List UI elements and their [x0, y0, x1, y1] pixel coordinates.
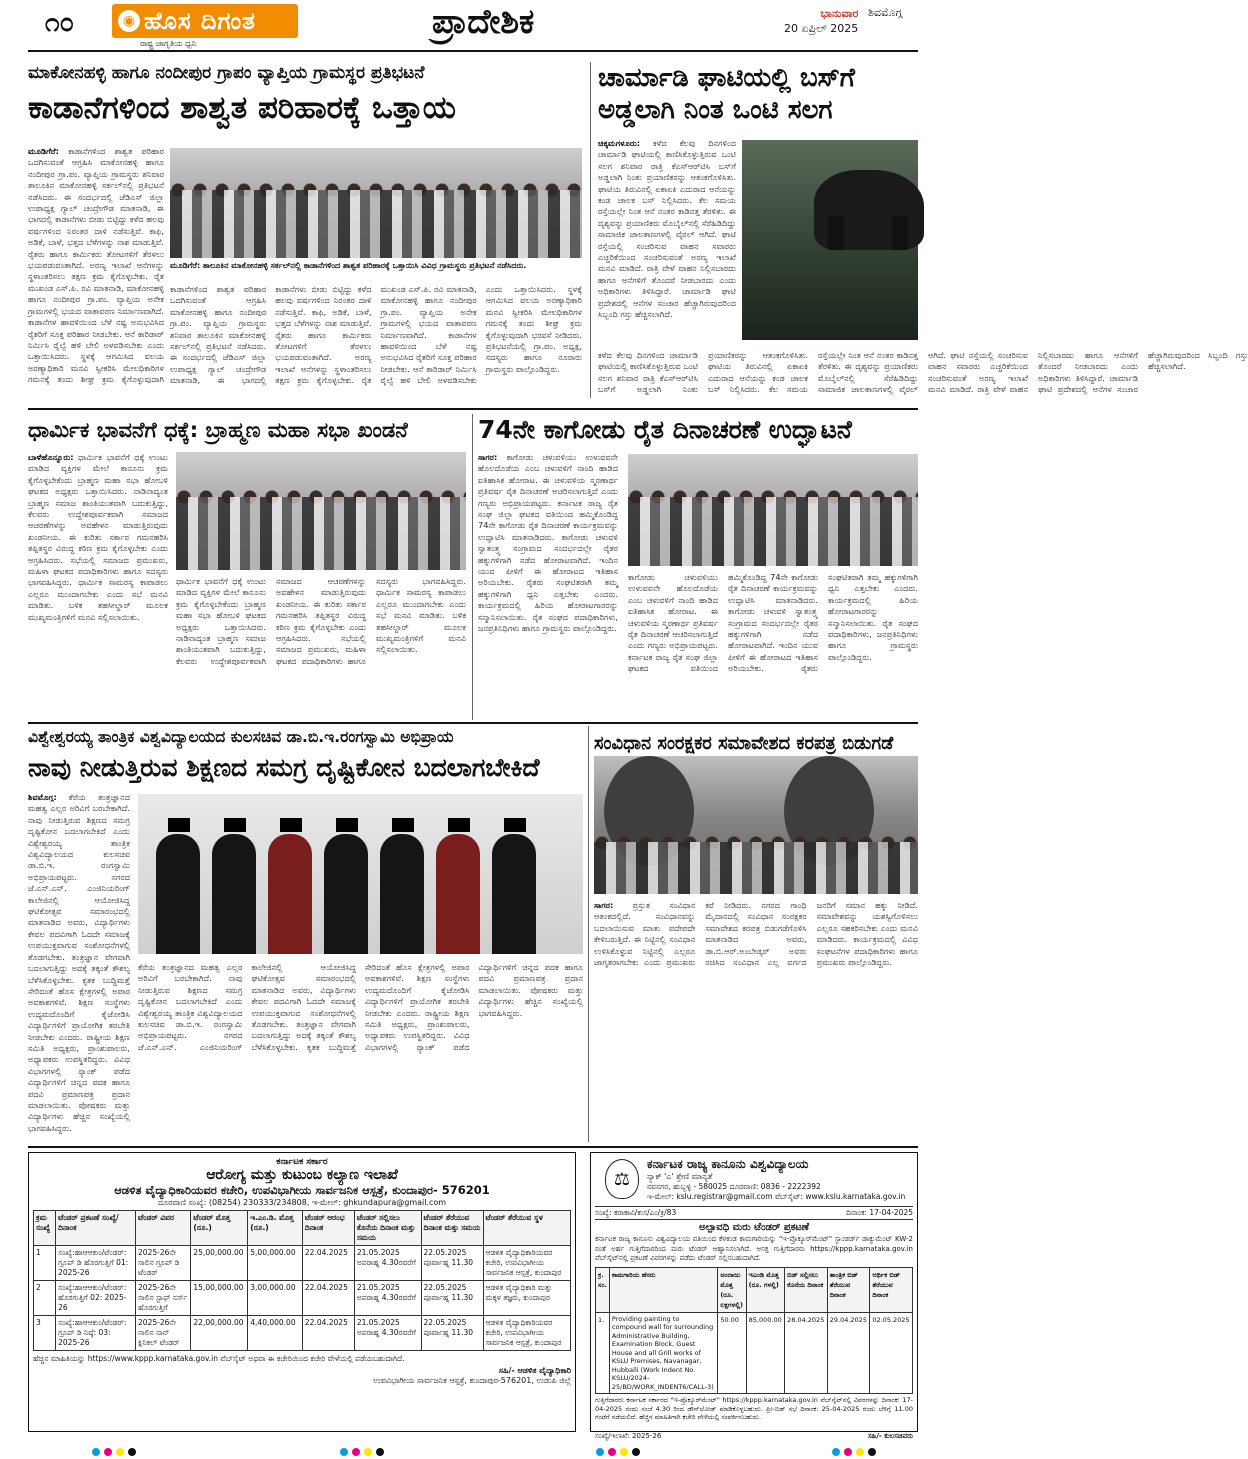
- article-lone-tusker: [598, 62, 920, 126]
- article-body-text: ಕೆರೆಯ ತಂತ್ರಜ್ಞಾನದ ಮಹತ್ವ ಎಲ್ಲರ ಅರಿವಿಗೆ ಬರಬೇಕಾಗಿದೆ. ನಾವು ನೀಡುತ್ತಿರುವ ಶಿಕ್ಷಣದ ಸಮಗ್ರ ದೃಷ್ಟಿಕೋನ ಬದಲಾಗಬೇಕಿದೆ ಎಂದು ವಿಶ್ವೇಶ್ವರಯ್ಯ ತಾಂತ್ರಿಕ ವಿಶ್ವವಿದ್ಯಾಲಯದ ಕುಲಸಚಿವ ಡಾ.ಬಿ.ಇ. ರಂಗಸ್ವಾಮಿ ಅಭಿಪ್ರಾಯಪಟ್ಟರು. ನಗರದ ಜೆ.ಎನ್.ಎನ್. ಎಂಜಿನಿಯರಿಂಗ್ ಕಾಲೇಜಿನಲ್ಲಿ ಆಯೋಜಿಸಿದ್ದ ಘಟಿಕೋತ್ಸವ ಸಮಾರಂಭದಲ್ಲಿ ಮಾತನಾಡಿದ ಅವರು, ವಿದ್ಯಾರ್ಥಿಗಳು ಕೇವಲ ಪದವಿಗಾಗಿ ಓದದೇ ಸಮಾಜಕ್ಕೆ ಉಪಯುಕ್ತವಾಗುವ ಸಂಶೋಧನೆಗಳಲ್ಲಿ ತೊಡಗಬೇಕು. ತಂತ್ರಜ್ಞಾನ ವೇಗವಾಗಿ ಬದಲಾಗುತ್ತಿದ್ದು ಅದಕ್ಕೆ ತಕ್ಕಂತೆ ಕೌಶಲ್ಯ ಬೆಳೆಸಿಕೊಳ್ಳಬೇಕು. ಕೃತಕ ಬುದ್ಧಿಮತ್ತೆ ಸೇರಿದಂತೆ ಹೊಸ ಕ್ಷೇತ್ರಗಳಲ್ಲಿ ಅಪಾರ ಅವಕಾಶಗಳಿವೆ. ಶಿಕ್ಷಣ ಸಂಸ್ಥೆಗಳು ಉದ್ಯಮದೊಂದಿಗೆ ಕೈಜೋಡಿಸಿ ವಿದ್ಯಾರ್ಥಿಗಳಿಗೆ ಪ್ರಾಯೋಗಿಕ ತರಬೇತಿ ನೀಡಬೇಕು ಎಂದರು. ರಾಷ್ಟ್ರೀಯ ಶಿಕ್ಷಣ ಸಮಿತಿ ಅಧ್ಯಕ್ಷರು, ಪ್ರಾಂಶುಪಾಲರು, ಅಧ್ಯಾಪಕರು ಉಪಸ್ಥಿತರಿದ್ದರು. ವಿವಿಧ ವಿಭಾಗಗಳಲ್ಲಿ ರ‍್ಯಾಂಕ್ ಪಡೆದ ವಿದ್ಯಾರ್ಥಿಗಳಿಗೆ ಚಿನ್ನದ ಪದಕ ಹಾಗೂ ಪದವಿ ಪ್ರಮಾಣಪತ್ರ ಪ್ರದಾನ ಮಾಡಲಾಯಿತು. ಪೋಷಕರು ಮತ್ತು ವಿದ್ಯಾರ್ಥಿಗಳು ಹೆಚ್ಚಿನ ಸಂಖ್ಯೆಯಲ್ಲಿ ಭಾಗವಹಿಸಿದ್ದರು.: [28, 792, 130, 1133]
- article-body-text: ಕಳೆದ ಕೆಲವು ದಿನಗಳಿಂದ ಚಾರ್ಮಾಡಿ ಘಾಟಿಯಲ್ಲಿ ಕಾಣಿಸಿಕೊಳ್ಳುತ್ತಿರುವ ಒಂಟಿ ಸಲಗ ಶನಿವಾರ ರಾತ್ರಿ ಕೆಎಸ್‌ಆರ್‌ಟಿಸಿ ಬಸ್‌ಗೆ ಅಡ್ಡಲಾಗಿ ನಿಂತು ಪ್ರಯಾಣಿಕರನ್ನು ಆತಂಕಗೊಳಿಸಿತು. ಘಾಟಿಯ ತಿರುವಿನಲ್ಲಿ ಏಕಾಏಕಿ ಎದುರಾದ ಆನೆಯನ್ನು ಕಂಡ ಚಾಲಕ ಬಸ್ ನಿಲ್ಲಿಸಿದರು. ಕೆಲ ಸಮಯ ರಸ್ತೆಯಲ್ಲೇ ನಿಂತ ಆನೆ ನಂತರ ಕಾಡಿನತ್ತ ತೆರಳಿತು. ಈ ದೃಶ್ಯವನ್ನು ಪ್ರಯಾಣಿಕರು ಮೊಬೈಲ್‌ನಲ್ಲಿ ಸೆರೆಹಿಡಿದಿದ್ದು ಸಾಮಾಜಿಕ ಜಾಲತಾಣಗಳಲ್ಲಿ ವೈರಲ್ ಆಗಿದೆ. ಘಾಟಿ ರಸ್ತೆಯಲ್ಲಿ ಸಂಚರಿಸುವ ವಾಹನ ಸವಾರರು ಎಚ್ಚರಿಕೆಯಿಂದ ಸಂಚರಿಸುವಂತೆ ಅರಣ್ಯ ಇಲಾಖೆ ಮನವಿ ಮಾಡಿದೆ. ರಾತ್ರಿ ವೇಳೆ ವಾಹನ ನಿಲ್ಲಿಸಬಾರದು ಹಾಗೂ ಆನೆಗಳಿಗೆ ತೊಂದರೆ ನೀಡಬಾರದು ಎಂದು ಅಧಿಕಾರಿಗಳು ತಿಳಿಸಿದ್ದಾರೆ. ಚಾರ್ಮಾಡಿ ಘಾಟಿ ಪ್ರದೇಶದಲ್ಲಿ ಆನೆಗಳ ಸಂಚಾರ ಹೆಚ್ಚಾಗಿರುವುದರಿಂದ ಸಿಬ್ಬಂದಿ ಗಸ್ತು ಹೆಚ್ಚಿಸಲಾಗಿದೆ.: [598, 350, 1248, 395]
- table-cell: 21.05.2025 ಅಪರಾಹ್ನ 4.30ರವರೆಗೆ: [354, 1281, 421, 1316]
- yellow-dot-icon: [116, 1448, 124, 1456]
- ad-ref-date: ದಿನಾಂಕ: 17-04-2025: [846, 1208, 913, 1217]
- table-cell: 28.04.2025: [785, 1312, 828, 1394]
- table-header: ಇ.ಎಂ.ಡಿ. ಮೊತ್ತ (ರೂ.): [248, 1211, 303, 1246]
- ad-office: ಆಡಳಿತ ವೈದ್ಯಾಧಿಕಾರಿಯವರ ಕಚೇರಿ, ಉಪವಿಭಾಗೀಯ ಸಾರ್ವಜನಿಕ ಆಸ್ಪತ್ರೆ, ಕುಂದಾಪುರ- 576201: [114, 1183, 490, 1197]
- table-header: ಟೆಂಡರ್ ಆರಂಭ ದಿನಾಂಕ: [302, 1211, 354, 1246]
- article-kagodu: [478, 414, 918, 446]
- table-cell: 5,00,000.00: [248, 1246, 303, 1281]
- registration-dots: [596, 1448, 640, 1456]
- ad-health-tender: [28, 1152, 576, 1432]
- table-cell: 22.05.2025 ಪೂರ್ವಾಹ್ನ 11.30: [421, 1246, 483, 1281]
- magenta-dot-icon: [104, 1448, 112, 1456]
- article-dateline: ಸಾಗರ:: [594, 900, 614, 910]
- table-header-row: [34, 1211, 571, 1246]
- ad-contact: ದೂರವಾಣಿ ಸಂಖ್ಯೆ: (08254) 230333/234808, ಇ-ಮೇಲ್: ghkundapura@gmail.com: [157, 1198, 447, 1207]
- masthead: [0, 0, 945, 52]
- university-emblem-icon: ⚖: [605, 1159, 639, 1199]
- newspaper-logo: [112, 4, 298, 38]
- cyan-dot-icon: [92, 1448, 100, 1456]
- section-rule: [28, 1146, 918, 1148]
- logo-text: ಹೊಸ ದಿಗಂತ: [144, 7, 256, 35]
- registration-dots: [92, 1448, 136, 1456]
- table-cell: ಸಂಖ್ಯೆ:ಹಾಆಆಕುಂ/ಟೆಂಡರ್: ಗ್ರೂಪ್ ಡಿ ಹೊರಗುತ್ತಿಗೆ 01: 2025-26: [56, 1246, 136, 1281]
- article-body-text: ಕಳೆದ ಕೆಲವು ದಿನಗಳಿಂದ ಚಾರ್ಮಾಡಿ ಘಾಟಿಯಲ್ಲಿ ಕಾಣಿಸಿಕೊಳ್ಳುತ್ತಿರುವ ಒಂಟಿ ಸಲಗ ಶನಿವಾರ ರಾತ್ರಿ ಕೆಎಸ್‌ಆರ್‌ಟಿಸಿ ಬಸ್‌ಗೆ ಅಡ್ಡಲಾಗಿ ನಿಂತು ಪ್ರಯಾಣಿಕರನ್ನು ಆತಂಕಗೊಳಿಸಿತು. ಘಾಟಿಯ ತಿರುವಿನಲ್ಲಿ ಏಕಾಏಕಿ ಎದುರಾದ ಆನೆಯನ್ನು ಕಂಡ ಚಾಲಕ ಬಸ್ ನಿಲ್ಲಿಸಿದರು. ಕೆಲ ಸಮಯ ರಸ್ತೆಯಲ್ಲೇ ನಿಂತ ಆನೆ ನಂತರ ಕಾಡಿನತ್ತ ತೆರಳಿತು. ಈ ದೃಶ್ಯವನ್ನು ಪ್ರಯಾಣಿಕರು ಮೊಬೈಲ್‌ನಲ್ಲಿ ಸೆರೆಹಿಡಿದಿದ್ದು ಸಾಮಾಜಿಕ ಜಾಲತಾಣಗಳಲ್ಲಿ ವೈರಲ್ ಆಗಿದೆ. ಘಾಟಿ ರಸ್ತೆಯಲ್ಲಿ ಸಂಚರಿಸುವ ವಾಹನ ಸವಾರರು ಎಚ್ಚರಿಕೆಯಿಂದ ಸಂಚರಿಸುವಂತೆ ಅರಣ್ಯ ಇಲಾಖೆ ಮನವಿ ಮಾಡಿದೆ. ರಾತ್ರಿ ವೇಳೆ ವಾಹನ ನಿಲ್ಲಿಸಬಾರದು ಹಾಗೂ ಆನೆಗಳಿಗೆ ತೊಂದರೆ ನೀಡಬಾರದು ಎಂದು ಅಧಿಕಾರಿಗಳು ತಿಳಿಸಿದ್ದಾರೆ. ಚಾರ್ಮಾಡಿ ಘಾಟಿ ಪ್ರದೇಶದಲ್ಲಿ ಆನೆಗಳ ಸಂಚಾರ ಹೆಚ್ಚಾಗಿರುವುದರಿಂದ ಸಿಬ್ಬಂದಿ ಗಸ್ತು ಹೆಚ್ಚಿಸಲಾಗಿದೆ.: [598, 138, 736, 320]
- table-cell: 3: [34, 1316, 56, 1351]
- article-body-text: ಧಾರ್ಮಿಕ ಭಾವನೆಗೆ ಧಕ್ಕೆ ಉಂಟು ಮಾಡಿದ ವ್ಯಕ್ತಿಗಳ ಮೇಲೆ ಕಾನೂನು ಕ್ರಮ ಕೈಗೊಳ್ಳಬೇಕೆಂದು ಬ್ರಾಹ್ಮಣ ಮಹಾ ಸಭಾ ಹೋಬಳಿ ಘಟಕದ ಅಧ್ಯಕ್ಷರು ಒತ್ತಾಯಿಸಿದರು. ನಾಡಿನಾದ್ಯಂತ ಬ್ರಾಹ್ಮಣ ಸಮಾಜ ಶಾಂತಿಯುತವಾಗಿ ಬದುಕುತ್ತಿದ್ದು, ಕೆಲವರು ಉದ್ದೇಶಪೂರ್ವಕವಾಗಿ ಸಮಾಜದ ಆಚರಣೆಗಳನ್ನು ಅವಹೇಳನ ಮಾಡುತ್ತಿರುವುದು ಖಂಡನೀಯ. ಈ ಕುರಿತು ಸರ್ಕಾರ ಗಮನಹರಿಸಿ ತಪ್ಪಿತಸ್ಥರ ವಿರುದ್ಧ ಕಠಿಣ ಕ್ರಮ ಕೈಗೊಳ್ಳಬೇಕು ಎಂದು ಆಗ್ರಹಿಸಿದರು. ಸಭೆಯಲ್ಲಿ ಸಮಾಜದ ಪ್ರಮುಖರು, ಮಹಿಳಾ ಘಟಕದ ಪದಾಧಿಕಾರಿಗಳು ಹಾಗೂ ಸದಸ್ಯರು ಭಾಗವಹಿಸಿದ್ದರು. ಧಾರ್ಮಿಕ ಸಾಮರಸ್ಯ ಕಾಪಾಡಲು ಎಲ್ಲರೂ ಮುಂದಾಗಬೇಕು ಎಂದು ಸಭೆ ಮನವಿ ಮಾಡಿತು. ಬಳಿಕ ತಹಸೀಲ್ದಾರ್ ಮೂಲಕ ಮುಖ್ಯಮಂತ್ರಿಗಳಿಗೆ ಮನವಿ ಸಲ್ಲಿಸಲಾಯಿತು.: [176, 576, 466, 666]
- article-body-continued: [628, 572, 918, 718]
- table-header: ಬಿಡ್ ಸಲ್ಲಿಸಲು ಕೊನೆಯ ದಿನಾಂಕ: [785, 1267, 828, 1312]
- table-cell: 2025-26ನೇ ಸಾಲಿನ ಗ್ರೂಪ್ ಡಿ ಟೆಂಡರ್: [136, 1246, 191, 1281]
- article-headline-line1: ಚಾರ್ಮಾಡಿ ಘಾಟಿಯಲ್ಲಿ ಬಸ್‌ಗೆ: [598, 63, 855, 93]
- table-header: ಕಾಮಗಾರಿಯ ಹೆಸರು: [609, 1267, 717, 1312]
- article-body-text: ಕೆರೆಯ ತಂತ್ರಜ್ಞಾನದ ಮಹತ್ವ ಎಲ್ಲರ ಅರಿವಿಗೆ ಬರಬೇಕಾಗಿದೆ. ನಾವು ನೀಡುತ್ತಿರುವ ಶಿಕ್ಷಣದ ಸಮಗ್ರ ದೃಷ್ಟಿಕೋನ ಬದಲಾಗಬೇಕಿದೆ ಎಂದು ವಿಶ್ವೇಶ್ವರಯ್ಯ ತಾಂತ್ರಿಕ ವಿಶ್ವವಿದ್ಯಾಲಯದ ಕುಲಸಚಿವ ಡಾ.ಬಿ.ಇ. ರಂಗಸ್ವಾಮಿ ಅಭಿಪ್ರಾಯಪಟ್ಟರು. ನಗರದ ಜೆ.ಎನ್.ಎನ್. ಎಂಜಿನಿಯರಿಂಗ್ ಕಾಲೇಜಿನಲ್ಲಿ ಆಯೋಜಿಸಿದ್ದ ಘಟಿಕೋತ್ಸವ ಸಮಾರಂಭದಲ್ಲಿ ಮಾತನಾಡಿದ ಅವರು, ವಿದ್ಯಾರ್ಥಿಗಳು ಕೇವಲ ಪದವಿಗಾಗಿ ಓದದೇ ಸಮಾಜಕ್ಕೆ ಉಪಯುಕ್ತವಾಗುವ ಸಂಶೋಧನೆಗಳಲ್ಲಿ ತೊಡಗಬೇಕು. ತಂತ್ರಜ್ಞಾನ ವೇಗವಾಗಿ ಬದಲಾಗುತ್ತಿದ್ದು ಅದಕ್ಕೆ ತಕ್ಕಂತೆ ಕೌಶಲ್ಯ ಬೆಳೆಸಿಕೊಳ್ಳಬೇಕು. ಕೃತಕ ಬುದ್ಧಿಮತ್ತೆ ಸೇರಿದಂತೆ ಹೊಸ ಕ್ಷೇತ್ರಗಳಲ್ಲಿ ಅಪಾರ ಅವಕಾಶಗಳಿವೆ. ಶಿಕ್ಷಣ ಸಂಸ್ಥೆಗಳು ಉದ್ಯಮದೊಂದಿಗೆ ಕೈಜೋಡಿಸಿ ವಿದ್ಯಾರ್ಥಿಗಳಿಗೆ ಪ್ರಾಯೋಗಿಕ ತರಬೇತಿ ನೀಡಬೇಕು ಎಂದರು. ರಾಷ್ಟ್ರೀಯ ಶಿಕ್ಷಣ ಸಮಿತಿ ಅಧ್ಯಕ್ಷರು, ಪ್ರಾಂಶುಪಾಲರು, ಅಧ್ಯಾಪಕರು ಉಪಸ್ಥಿತರಿದ್ದರು. ವಿವಿಧ ವಿಭಾಗಗಳಲ್ಲಿ ರ‍್ಯಾಂಕ್ ಪಡೆದ ವಿದ್ಯಾರ್ಥಿಗಳಿಗೆ ಚಿನ್ನದ ಪದಕ ಹಾಗೂ ಪದವಿ ಪ್ರಮಾಣಪತ್ರ ಪ್ರದಾನ ಮಾಡಲಾಯಿತು. ಪೋಷಕರು ಮತ್ತು ವಿದ್ಯಾರ್ಥಿಗಳು ಹೆಚ್ಚಿನ ಸಂಖ್ಯೆಯಲ್ಲಿ ಭಾಗವಹಿಸಿದ್ದರು.: [138, 962, 583, 1052]
- article-brahmana: [28, 414, 468, 446]
- article-body-text: ಪ್ರಸ್ತುತ ಸಂವಿಧಾನ ಆತಂಕದಲ್ಲಿದೆ. ಸಂವಿಧಾನವನ್ನು ಬದಲಾಯಿಸುವ ಮಾತು ಪದೇಪದೇ ಕೇಳಿಬರುತ್ತಿದೆ. ಈ ನಿಟ್ಟಿನಲ್ಲಿ ಸಂವಿಧಾನ ಉಳಿಸಿಕೊಳ್ಳುವ ನಿಟ್ಟಿನಲ್ಲಿ ಎಲ್ಲರೂ ಜಾಗೃತರಾಗಬೇಕು ಎಂದು ಪ್ರಮುಖರು ಕರೆ ನೀಡಿದರು. ನಗರದ ಗಾಂಧಿ ಮೈದಾನದಲ್ಲಿ ಸಂವಿಧಾನ ಸಂರಕ್ಷಕರ ಸಮಾವೇಶದ ಕರಪತ್ರ ಬಿಡುಗಡೆಗೊಳಿಸಿ ಮಾತನಾಡಿದ ಅವರು, ಡಾ.ಬಿ.ಆರ್.ಅಂಬೇಡ್ಕರ್ ಅವರು ರಚಿಸಿದ ಸಂವಿಧಾನ ಎಲ್ಲ ವರ್ಗದ ಜನರಿಗೆ ಸಮಾನ ಹಕ್ಕು ನೀಡಿದೆ. ಸಮಾವೇಶವನ್ನು ಯಶಸ್ವಿಗೊಳಿಸಲು ಎಲ್ಲರೂ ಸಹಕರಿಸಬೇಕು ಎಂದು ಮನವಿ ಮಾಡಿದರು. ಕಾರ್ಯಕ್ರಮದಲ್ಲಿ ವಿವಿಧ ಸಂಘಟನೆಗಳ ಪದಾಧಿಕಾರಿಗಳು ಹಾಗೂ ಪ್ರಮುಖರು ಪಾಲ್ಗೊಂಡಿದ್ದರು.: [594, 900, 918, 968]
- table-cell: 2025-26ನೇ ಸಾಲಿನ ನಾನ್ ಕ್ಲಿನಿಕಲ್ ಟೆಂಡರ್: [136, 1316, 191, 1351]
- logo-emblem-icon: ◉: [118, 10, 140, 32]
- ad-signature: ಸಹಿ/- ಆಡಳಿತ ವೈದ್ಯಾಧಿಕಾರಿ: [498, 1366, 571, 1375]
- table-header: ಕ್ರ. ಸಂ.: [596, 1267, 610, 1312]
- ad-gov-line: ಕರ್ನಾಟಕ ಸರ್ಕಾರ: [276, 1157, 328, 1167]
- table-cell: 22,00,000.00: [191, 1316, 248, 1351]
- article-headline: ಧಾರ್ಮಿಕ ಭಾವನೆಗೆ ಧಕ್ಕೆ: ಬ್ರಾಹ್ಮಣ ಮಹಾ ಸಭಾ ಖಂಡನೆ: [28, 418, 408, 442]
- table-header: ಟೆಂಡರ್ ಸಲ್ಲಿಸಲು ಕೊನೆಯ ದಿನಾಂಕ ಮತ್ತು ಸಮಯ: [354, 1211, 421, 1246]
- article-body-text: ಧಾರ್ಮಿಕ ಭಾವನೆಗೆ ಧಕ್ಕೆ ಉಂಟು ಮಾಡಿದ ವ್ಯಕ್ತಿಗಳ ಮೇಲೆ ಕಾನೂನು ಕ್ರಮ ಕೈಗೊಳ್ಳಬೇಕೆಂದು ಬ್ರಾಹ್ಮಣ ಮಹಾ ಸಭಾ ಹೋಬಳಿ ಘಟಕದ ಅಧ್ಯಕ್ಷರು ಒತ್ತಾಯಿಸಿದರು. ನಾಡಿನಾದ್ಯಂತ ಬ್ರಾಹ್ಮಣ ಸಮಾಜ ಶಾಂತಿಯುತವಾಗಿ ಬದುಕುತ್ತಿದ್ದು, ಕೆಲವರು ಉದ್ದೇಶಪೂರ್ವಕವಾಗಿ ಸಮಾಜದ ಆಚರಣೆಗಳನ್ನು ಅವಹೇಳನ ಮಾಡುತ್ತಿರುವುದು ಖಂಡನೀಯ. ಈ ಕುರಿತು ಸರ್ಕಾರ ಗಮನಹರಿಸಿ ತಪ್ಪಿತಸ್ಥರ ವಿರುದ್ಧ ಕಠಿಣ ಕ್ರಮ ಕೈಗೊಳ್ಳಬೇಕು ಎಂದು ಆಗ್ರಹಿಸಿದರು. ಸಭೆಯಲ್ಲಿ ಸಮಾಜದ ಪ್ರಮುಖರು, ಮಹಿಳಾ ಘಟಕದ ಪದಾಧಿಕಾರಿಗಳು ಹಾಗೂ ಸದಸ್ಯರು ಭಾಗವಹಿಸಿದ್ದರು. ಧಾರ್ಮಿಕ ಸಾಮರಸ್ಯ ಕಾಪಾಡಲು ಎಲ್ಲರೂ ಮುಂದಾಗಬೇಕು ಎಂದು ಸಭೆ ಮನವಿ ಮಾಡಿತು. ಬಳಿಕ ತಹಸೀಲ್ದಾರ್ ಮೂಲಕ ಮುಖ್ಯಮಂತ್ರಿಗಳಿಗೆ ಮನವಿ ಸಲ್ಲಿಸಲಾಯಿತು.: [28, 452, 168, 622]
- ad-notice-title: ಅಲ್ಪಾವಧಿ ಮರು ಟೆಂಡರ್ ಪ್ರಕಟಣೆ: [698, 1222, 810, 1233]
- ad-university-address: ನವನಗರ, ಹುಬ್ಬಳ್ಳಿ - 580025 ದೂರವಾಣಿ: 0836 - 2222392: [647, 1182, 821, 1191]
- table-header: ಅಂದಾಜು ಮೊತ್ತ (ರೂ. ಲಕ್ಷಗಳಲ್ಲಿ): [718, 1267, 746, 1312]
- page-number: ೧೦: [45, 8, 75, 38]
- article-body-continued: [170, 284, 582, 396]
- article-dateline: ಚಿಕ್ಕಮಗಳೂರು:: [598, 138, 641, 148]
- table-cell: ಆಡಳಿತ ವೈದ್ಯಾಧಿಕಾರಿ ಮತ್ತು ಮಕ್ಕಳ ತಜ್ಞರು, ಕುಂದಾಪುರ: [483, 1281, 570, 1316]
- photo-caption: ಮೂಡಿಗೆರೆ: ತಾಲೂಕಿನ ಮಾಕೋನಹಳ್ಳಿ ಸರ್ಕಲ್‌ನಲ್ಲಿ ಕಾಡಾನೆಗಳಿಂದ ಶಾಶ್ವತ ಪರಿಹಾರಕ್ಕೆ ಒತ್ತಾಯಿಸಿ ವಿವಿಧ ಗ್ರಾಮಸ್ಥರು ಪ್ರತಿಭಟನೆ ನಡೆಸಿದರು.: [170, 261, 527, 270]
- kslu-tender-table: [595, 1267, 913, 1395]
- table-cell: Providing painting to compound wall for surrounding Administrative Building, Examination Block, Guest House and all Grill works of KSLU Premises, Navanagar, Hubballi (Work Indent No. KSLU/2024-25/BD/WORK_INDENT6/CALL-3): [609, 1312, 717, 1394]
- table-header: ಟೆಂಡರ್ ಮೊತ್ತ (ರೂ.): [191, 1211, 248, 1246]
- date-block: [784, 6, 858, 36]
- article-dateline: ಬಾಳೆಹೊನ್ನೂರು:: [28, 452, 74, 462]
- table-cell: ಆಡಳಿತ ವೈದ್ಯಾಧಿಕಾರಿಯವರ ಕಚೇರಿ, ಉಪವಿಭಾಗೀಯ ಸಾರ್ವಜನಿಕ ಆಸ್ಪತ್ರೆ, ಕುಂದಾಪುರ: [483, 1316, 570, 1351]
- table-cell: 22.04.2025: [302, 1246, 354, 1281]
- article-body-text: ಕಾಡಾನೆಗಳಿಂದ ಶಾಶ್ವತ ಪರಿಹಾರ ಒದಗಿಸುವಂತೆ ಆಗ್ರಹಿಸಿ ಮಾಕೋನಹಳ್ಳಿ ಹಾಗೂ ನಂದೀಪುರ ಗ್ರಾ.ಪಂ. ವ್ಯಾಪ್ತಿಯ ಗ್ರಾಮಸ್ಥರು ಶನಿವಾರ ತಾಲೂಕಿನ ಮಾಕೋನಹಳ್ಳಿ ಸರ್ಕಲ್‌ನಲ್ಲಿ ಪ್ರತಿಭಟನೆ ನಡೆಸಿದರು. ಈ ಸಂದರ್ಭದಲ್ಲಿ ಜೆಡಿಎಸ್ ಜಿಲ್ಲಾ ಉಪಾಧ್ಯಕ್ಷ ಗ್ಯಾಲ್ ಚಂದ್ರೇಗೌಡ ಮಾತನಾಡಿ, ಈ ಭಾಗದಲ್ಲಿ ಕಾಡಾನೆಗಳು ಬೀಡು ಬಿಟ್ಟಿದ್ದು ಕಳೆದ ಹಲವು ವರ್ಷಗಳಿಂದ ನಿರಂತರ ದಾಳಿ ನಡೆಸುತ್ತಿವೆ. ಕಾಫಿ, ಅಡಿಕೆ, ಬಾಳೆ, ಭತ್ತದ ಬೆಳೆಗಳನ್ನು ನಾಶ ಮಾಡುತ್ತಿವೆ. ರೈತರು ಹಾಗೂ ಕಾರ್ಮಿಕರು ತೋಟಗಳಿಗೆ ತೆರಳಲು ಭಯಪಡುವಂತಾಗಿದೆ. ಅರಣ್ಯ ಇಲಾಖೆ ಆನೆಗಳನ್ನು ಸ್ಥಳಾಂತರಿಸಲು ತಕ್ಷಣ ಕ್ರಮ ಕೈಗೊಳ್ಳಬೇಕು. ರೈತ ಮುಖಂಡ ಎಸ್.ಪಿ. ರವಿ ಮಾತನಾಡಿ, ಮಾಕೋನಹಳ್ಳಿ ಹಾಗೂ ನಂದೀಪುರ ಗ್ರಾ.ಪಂ. ವ್ಯಾಪ್ತಿಯ ಅನೇಕ ಗ್ರಾಮಗಳಲ್ಲಿ ಭಯದ ವಾತಾವರಣ ನಿರ್ಮಾಣವಾಗಿದೆ. ಕಾಡಾನೆಗಳ ಹಾವಳಿಯಿಂದ ಬೆಳೆ ನಷ್ಟ ಅನುಭವಿಸಿದ ರೈತರಿಗೆ ಸೂಕ್ತ ಪರಿಹಾರ ನೀಡಬೇಕು. ಆನೆ ಕಾರಿಡಾರ್ ನಿರ್ಮಿಸಿ ರೈಲ್ವೆ ಹಳಿ ಬೇಲಿ ಅಳವಡಿಸಬೇಕು ಎಂದು ಒತ್ತಾಯಿಸಿದರು. ಸ್ಥಳಕ್ಕೆ ಆಗಮಿಸಿದ ವಲಯ ಅರಣ್ಯಾಧಿಕಾರಿ ಮನವಿ ಸ್ವೀಕರಿಸಿ ಮೇಲಧಿಕಾರಿಗಳ ಗಮನಕ್ಕೆ ತಂದು ಶೀಘ್ರ ಕ್ರಮ ಕೈಗೊಳ್ಳುವುದಾಗಿ: [28, 146, 164, 385]
- article-dateline: ಮೂಡಿಗೆರೆ:: [28, 146, 59, 156]
- table-cell: ಆಡಳಿತ ವೈದ್ಯಾಧಿಕಾರಿಯವರ ಕಚೇರಿ, ಉಪವಿಭಾಗೀಯ ಸಾರ್ವಜನಿಕ ಆಸ್ಪತ್ರೆ, ಕುಂದಾಪುರ: [483, 1246, 570, 1281]
- column-divider: [588, 726, 589, 1142]
- article-kicker: ಮಾಕೋನಹಳ್ಳಿ ಹಾಗೂ ನಂದೀಪುರ ಗ್ರಾಪಂ ವ್ಯಾಪ್ತಿಯ ಗ್ರಾಮಸ್ಥರ ಪ್ರತಿಭಟನೆ: [28, 63, 425, 83]
- ad-university-email: ಇ-ಮೇಲ್: kslu.registrar@gmail.com ವೆಬ್‌ಸೈಟ್: www.kslu.karnataka.gov.in: [647, 1192, 906, 1201]
- article-body: [28, 792, 130, 1140]
- ad-footer-text: ಗುತ್ತಿಗೆದಾರರು ಕರ್ನಾಟಕ ಸರ್ಕಾರದ "ಇ-ಪ್ರೊಕ್ಯೂರ್‌ಮೆಂಟ್" https://kppp.karnataka.gov.in ವೆಬ್‌ಸೈಟ್‌ನಲ್ಲಿ ವಿವರಗಳನ್ನು ದಿನಾಂಕ: 17-04-2025 ರಂದು ಸಂಜೆ 4.30 ರಿಂದ ಡೌನ್‌ಲೋಡ್ ಮಾಡಿಕೊಳ್ಳಬಹುದು. ಪ್ರೀ-ಬಿಡ್ ಸಭೆ ದಿನಾಂಕ: 25-04-2025 ರಂದು ಬೆಳಿಗ್ಗೆ 11.00 ಗಂಟೆಗೆ ನಡೆಯಲಿದೆ. ಹೆಚ್ಚಿನ ಮಾಹಿತಿಗಾಗಿ ಕಚೇರಿ ವೇಳೆಯಲ್ಲಿ ಸಂಪರ್ಕಿಸಬಹುದು.: [595, 1396, 913, 1421]
- photo-crowd: [170, 190, 582, 258]
- article-headline: 74ನೇ ಕಾಗೋಡು ರೈತ ದಿನಾಚರಣೆ ಉದ್ಘಾಟನೆ: [478, 415, 852, 444]
- table-row: [34, 1281, 571, 1316]
- photo-constitution-event: [594, 756, 918, 894]
- ad-signature-office: ಉಪವಿಭಾಗೀಯ ಸಾರ್ವಜನಿಕ ಆಸ್ಪತ್ರೆ, ಕುಂದಾಪುರ-576201, ಉಡುಪಿ ಜಿಲ್ಲೆ: [373, 1376, 571, 1385]
- masthead-rule: [28, 50, 918, 52]
- table-cell: 22.05.2025 ಪೂರ್ವಾಹ್ನ 11.30: [421, 1316, 483, 1351]
- section-rule: [28, 722, 918, 724]
- article-body: [28, 452, 168, 718]
- table-cell: 15,00,000.00: [191, 1281, 248, 1316]
- article-headline: ಕಾಡಾನೆಗಳಿಂದ ಶಾಶ್ವತ ಪರಿಹಾರಕ್ಕೆ ಒತ್ತಾಯ: [28, 90, 456, 126]
- article-vtu: [28, 726, 583, 784]
- table-cell: 1.: [596, 1312, 610, 1394]
- ad-notice-text: ಕರ್ನಾಟಕ ರಾಜ್ಯ ಕಾನೂನು ವಿಶ್ವವಿದ್ಯಾಲಯ ವತಿಯಿಂದ ಕೆಳಕಂಡ ಕಾಮಗಾರಿಯನ್ನು "ಇ-ಪ್ರೊಕ್ಯೂರ್‌ಮೆಂಟ್" ಸ್ಟಾಂಡರ್ಡ್ ಡಾಕ್ಯುಮೆಂಟ್ KW-2 ರಂತೆ ಅರ್ಹ ಗುತ್ತಿಗೆದಾರರಿಂದ ಮರು ಟೆಂಡರ್ ಆಹ್ವಾನಿಸಲಾಗಿದೆ. ಆಸಕ್ತ ಗುತ್ತಿಗೆದಾರರು https://kppp.karnataka.gov.in ವೆಬ್‌ಸೈಟ್‌ನಲ್ಲಿ ಪ್ರಕಟಣೆ ವಿವರಗಳನ್ನು ಪಡೆದು ಟೆಂಡರ್ ಸಲ್ಲಿಸಬಹುದಾಗಿದೆ.: [595, 1235, 913, 1262]
- table-header: ಆರ್ಥಿಕ ಬಿಡ್ ತೆರೆಯುವ ದಿನಾಂಕ: [870, 1267, 913, 1312]
- article-headline: ನಾವು ನೀಡುತ್ತಿರುವ ಶಿಕ್ಷಣದ ಸಮಗ್ರ ದೃಷ್ಟಿಕೋನ ಬದಲಾಗಬೇಕಿದೆ: [28, 753, 540, 782]
- table-cell: 22.05.2025 ಪೂರ್ವಾಹ್ನ 11.30: [421, 1281, 483, 1316]
- article-elephants: [28, 62, 583, 126]
- black-dot-icon: [128, 1448, 136, 1456]
- table-cell: 2: [34, 1281, 56, 1316]
- table-row: [34, 1316, 571, 1351]
- tender-table: [33, 1210, 571, 1351]
- edition-city: ಶಿವಮೊಗ್ಗ: [868, 6, 903, 19]
- ad-bottom-row: [595, 1432, 913, 1441]
- table-cell: 1: [34, 1246, 56, 1281]
- ad-ref-number: ಸಂಖ್ಯೆ: ಕರಾಕಾವಿ/ಕುಸ/ಎಂ/ಕ್ರಿ/83: [595, 1208, 677, 1217]
- article-body-continued: [598, 350, 1248, 398]
- photo-graduation: [138, 794, 583, 954]
- table-cell: 22.04.2025: [302, 1316, 354, 1351]
- day-label: ಭಾನುವಾರ: [820, 7, 859, 20]
- article-body: [478, 452, 618, 718]
- table-cell: 29.04.2025: [827, 1312, 870, 1394]
- article-headline: ಸಂವಿಧಾನ ಸಂರಕ್ಷಕರ ಸಮಾವೇಶದ ಕರಪತ್ರ ಬಿಡುಗಡೆ: [594, 733, 894, 754]
- table-cell: 21.05.2025 ಅಪರಾಹ್ನ 4.30ರವರೆಗೆ: [354, 1246, 421, 1281]
- article-body-continued: [176, 576, 466, 718]
- table-cell: 3,00,000.00: [248, 1281, 303, 1316]
- table-header: ಇಎಂಡಿ ಮೊತ್ತ (ರೂ. ಗಳಲ್ಲಿ): [746, 1267, 784, 1312]
- table-cell: 25,00,000.00: [191, 1246, 248, 1281]
- article-body: [28, 146, 164, 396]
- article-body-text: ಕಾಗೋಡು ಚಳುವಳಿಯು ಉಳುವವನೇ ಹೊಲದೊಡೆಯ ಎಂಬ ಚಳುವಳಿಗೆ ನಾಂದಿ ಹಾಡಿದ ಐತಿಹಾಸಿಕ ಹೋರಾಟ. ಈ ಚಳುವಳಿಯ ಸ್ಮರಣಾರ್ಥ ಪ್ರತಿವರ್ಷ ರೈತ ದಿನಾಚರಣೆ ಆಚರಿಸಲಾಗುತ್ತಿದೆ ಎಂದು ಗಣ್ಯರು ಅಭಿಪ್ರಾಯಪಟ್ಟರು. ಕರ್ನಾಟಕ ರಾಜ್ಯ ರೈತ ಸಂಘ ಜಿಲ್ಲಾ ಘಟಕದ ವತಿಯಿಂದ ಹಮ್ಮಿಕೊಂಡಿದ್ದ 74ನೇ ಕಾಗೋಡು ರೈತ ದಿನಾಚರಣೆ ಕಾರ್ಯಕ್ರಮವನ್ನು ಉದ್ಘಾಟಿಸಿ ಮಾತನಾಡಿದರು. ಕಾಗೋಡು ಚಳುವಳಿ ಸ್ವಾತಂತ್ರ್ಯ ಸಂಗ್ರಾಮದ ಸಂದರ್ಭದಲ್ಲೇ ರೈತರ ಹಕ್ಕುಗಳಿಗಾಗಿ ನಡೆದ ಹೋರಾಟವಾಗಿದೆ. ಇಂದಿನ ಯುವ ಪೀಳಿಗೆ ಈ ಹೋರಾಟದ ಇತಿಹಾಸ ಅರಿಯಬೇಕು. ರೈತರು ಸಂಘಟಿತರಾಗಿ ತಮ್ಮ ಹಕ್ಕುಗಳಿಗಾಗಿ ಧ್ವನಿ ಎತ್ತಬೇಕು ಎಂದರು. ಕಾರ್ಯಕ್ರಮದಲ್ಲಿ ಹಿರಿಯ ಹೋರಾಟಗಾರರನ್ನು ಸನ್ಮಾನಿಸಲಾಯಿತು. ರೈತ ಸಂಘದ ಪದಾಧಿಕಾರಿಗಳು, ಜನಪ್ರತಿನಿಧಿಗಳು ಹಾಗೂ ಗ್ರಾಮಸ್ಥರು ಪಾಲ್ಗೊಂಡಿದ್ದರು.: [478, 452, 618, 634]
- date-label: 20 ಏಪ್ರಿಲ್ 2025: [784, 22, 859, 35]
- ad-department: ಆರೋಗ್ಯ ಮತ್ತು ಕುಟುಂಬ ಕಲ್ಯಾಣ ಇಲಾಖೆ: [206, 1167, 398, 1183]
- article-body: [594, 900, 918, 1140]
- ad-university-subtitle: ನ್ಯಾಕ್ 'ಎ' ಶ್ರೇಣಿ ಮಾನ್ಯತೆ: [647, 1172, 713, 1181]
- table-header: ಟೆಂಡರ್ ತೆರೆಯುವ ಸ್ಥಳ: [483, 1211, 570, 1246]
- photo-brahmana-meeting: [176, 452, 466, 570]
- ad-signature: ಸಹಿ/- ಕುಲಸಚಿವರು: [867, 1432, 913, 1440]
- table-header: ಕ್ರಮ ಸಂಖ್ಯೆ: [34, 1211, 56, 1246]
- table-cell: 4,40,000.00: [248, 1316, 303, 1351]
- table-header: ಟೆಂಡರ್ ತೆರೆಯುವ ದಿನಾಂಕ ಮತ್ತು ಸಮಯ: [421, 1211, 483, 1246]
- section-title: ಪ್ರಾದೇಶಿಕ: [432, 2, 535, 42]
- table-cell: 22.04.2025: [302, 1281, 354, 1316]
- column-divider: [590, 62, 591, 398]
- registration-dots: [340, 1448, 384, 1456]
- table-row: [34, 1246, 571, 1281]
- article-headline-line2: ಅಡ್ಡಲಾಗಿ ನಿಂತ ಒಂಟಿ ಸಲಗ: [598, 95, 833, 125]
- logo-tagline: ರಾಷ್ಟ್ರ ಜಾಗೃತಿಯ ಧ್ವನಿ: [140, 39, 197, 48]
- table-cell: 85,000.00: [746, 1312, 784, 1394]
- article-kicker: ವಿಶ್ವೇಶ್ವರಯ್ಯ ತಾಂತ್ರಿಕ ವಿಶ್ವವಿದ್ಯಾಲಯದ ಕುಲಸಚಿವ ಡಾ.ಬಿ.ಇ.ರಂಗಸ್ವಾಮಿ ಅಭಿಪ್ರಾಯ: [28, 728, 454, 746]
- table-cell: 2025-26ನೇ ಸಾಲಿನ ಸ್ಟಾಫ್ ನರ್ಸ್ ಹೊರಗುತ್ತಿಗೆ: [136, 1281, 191, 1316]
- article-body-continued: [138, 962, 583, 1140]
- elephant-silhouette: [814, 170, 924, 250]
- ad-university-title: ಕರ್ನಾಟಕ ರಾಜ್ಯ ಕಾನೂನು ವಿಶ್ವವಿದ್ಯಾಲಯ: [647, 1157, 809, 1171]
- table-header: ತಾಂತ್ರಿಕ ಬಿಡ್ ತೆರೆಯುವ ದಿನಾಂಕ: [827, 1267, 870, 1312]
- table-cell: ಸಂಖ್ಯೆ:ಹಾಆಆಕುಂ/ಟೆಂಡರ್: ಹೊರಗುತ್ತಿಗೆ 02: 2025-26: [56, 1281, 136, 1316]
- article-dateline: ಶಿವಮೊಗ್ಗ:: [28, 792, 57, 802]
- article-dateline: ಸಾಗರ:: [478, 452, 498, 462]
- ad-code: ಸಂಖ್ಯೆ/ಇಲಾಖೆ: 2025-26: [595, 1432, 662, 1440]
- column-divider: [472, 414, 473, 720]
- table-header: ಟೆಂಡರ್ ಪ್ರಕಟಣೆ ಸಂಖ್ಯೆ/ ದಿನಾಂಕ: [56, 1211, 136, 1246]
- photo-kagodu-event: [628, 454, 918, 566]
- registration-dots: [832, 1448, 876, 1456]
- table-cell: 02.05.2025: [870, 1312, 913, 1394]
- table-cell: 21.05.2025 ಅಪರಾಹ್ನ 4.30ರವರೆಗೆ: [354, 1316, 421, 1351]
- photo-elephant: [742, 140, 918, 340]
- article-body-text: ಕಾಡಾನೆಗಳಿಂದ ಶಾಶ್ವತ ಪರಿಹಾರ ಒದಗಿಸುವಂತೆ ಆಗ್ರಹಿಸಿ ಮಾಕೋನಹಳ್ಳಿ ಹಾಗೂ ನಂದೀಪುರ ಗ್ರಾ.ಪಂ. ವ್ಯಾಪ್ತಿಯ ಗ್ರಾಮಸ್ಥರು ಶನಿವಾರ ತಾಲೂಕಿನ ಮಾಕೋನಹಳ್ಳಿ ಸರ್ಕಲ್‌ನಲ್ಲಿ ಪ್ರತಿಭಟನೆ ನಡೆಸಿದರು. ಈ ಸಂದರ್ಭದಲ್ಲಿ ಜೆಡಿಎಸ್ ಜಿಲ್ಲಾ ಉಪಾಧ್ಯಕ್ಷ ಗ್ಯಾಲ್ ಚಂದ್ರೇಗೌಡ ಮಾತನಾಡಿ, ಈ ಭಾಗದಲ್ಲಿ ಕಾಡಾನೆಗಳು ಬೀಡು ಬಿಟ್ಟಿದ್ದು ಕಳೆದ ಹಲವು ವರ್ಷಗಳಿಂದ ನಿರಂತರ ದಾಳಿ ನಡೆಸುತ್ತಿವೆ. ಕಾಫಿ, ಅಡಿಕೆ, ಬಾಳೆ, ಭತ್ತದ ಬೆಳೆಗಳನ್ನು ನಾಶ ಮಾಡುತ್ತಿವೆ. ರೈತರು ಹಾಗೂ ಕಾರ್ಮಿಕರು ತೋಟಗಳಿಗೆ ತೆರಳಲು ಭಯಪಡುವಂತಾಗಿದೆ. ಅರಣ್ಯ ಇಲಾಖೆ ಆನೆಗಳನ್ನು ಸ್ಥಳಾಂತರಿಸಲು ತಕ್ಷಣ ಕ್ರಮ ಕೈಗೊಳ್ಳಬೇಕು. ರೈತ ಮುಖಂಡ ಎಸ್.ಪಿ. ರವಿ ಮಾತನಾಡಿ, ಮಾಕೋನಹಳ್ಳಿ ಹಾಗೂ ನಂದೀಪುರ ಗ್ರಾ.ಪಂ. ವ್ಯಾಪ್ತಿಯ ಅನೇಕ ಗ್ರಾಮಗಳಲ್ಲಿ ಭಯದ ವಾತಾವರಣ ನಿರ್ಮಾಣವಾಗಿದೆ. ಕಾಡಾನೆಗಳ ಹಾವಳಿಯಿಂದ ಬೆಳೆ ನಷ್ಟ ಅನುಭವಿಸಿದ ರೈತರಿಗೆ ಸೂಕ್ತ ಪರಿಹಾರ ನೀಡಬೇಕು. ಆನೆ ಕಾರಿಡಾರ್ ನಿರ್ಮಿಸಿ ರೈಲ್ವೆ ಹಳಿ ಬೇಲಿ ಅಳವಡಿಸಬೇಕು ಎಂದು ಒತ್ತಾಯಿಸಿದರು. ಸ್ಥಳಕ್ಕೆ ಆಗಮಿಸಿದ ವಲಯ ಅರಣ್ಯಾಧಿಕಾರಿ ಮನವಿ ಸ್ವೀಕರಿಸಿ ಮೇಲಧಿಕಾರಿಗಳ ಗಮನಕ್ಕೆ ತಂದು ಶೀಘ್ರ ಕ್ರಮ ಕೈಗೊಳ್ಳುವುದಾಗಿ ಭರವಸೆ ನೀಡಿದರು. ಪ್ರತಿಭಟನೆಯಲ್ಲಿ ಗ್ರಾ.ಪಂ. ಅಧ್ಯಕ್ಷ, ಸದಸ್ಯರು ಹಾಗೂ ನೂರಾರು ಗ್ರಾಮಸ್ಥರು ಪಾಲ್ಗೊಂಡಿದ್ದರು.: [170, 284, 582, 386]
- table-header-row: [596, 1267, 913, 1312]
- ad-ref-row: [595, 1206, 913, 1220]
- article-body-text: ಕಾಗೋಡು ಚಳುವಳಿಯು ಉಳುವವನೇ ಹೊಲದೊಡೆಯ ಎಂಬ ಚಳುವಳಿಗೆ ನಾಂದಿ ಹಾಡಿದ ಐತಿಹಾಸಿಕ ಹೋರಾಟ. ಈ ಚಳುವಳಿಯ ಸ್ಮರಣಾರ್ಥ ಪ್ರತಿವರ್ಷ ರೈತ ದಿನಾಚರಣೆ ಆಚರಿಸಲಾಗುತ್ತಿದೆ ಎಂದು ಗಣ್ಯರು ಅಭಿಪ್ರಾಯಪಟ್ಟರು. ಕರ್ನಾಟಕ ರಾಜ್ಯ ರೈತ ಸಂಘ ಜಿಲ್ಲಾ ಘಟಕದ ವತಿಯಿಂದ ಹಮ್ಮಿಕೊಂಡಿದ್ದ 74ನೇ ಕಾಗೋಡು ರೈತ ದಿನಾಚರಣೆ ಕಾರ್ಯಕ್ರಮವನ್ನು ಉದ್ಘಾಟಿಸಿ ಮಾತನಾಡಿದರು. ಕಾಗೋಡು ಚಳುವಳಿ ಸ್ವಾತಂತ್ರ್ಯ ಸಂಗ್ರಾಮದ ಸಂದರ್ಭದಲ್ಲೇ ರೈತರ ಹಕ್ಕುಗಳಿಗಾಗಿ ನಡೆದ ಹೋರಾಟವಾಗಿದೆ. ಇಂದಿನ ಯುವ ಪೀಳಿಗೆ ಈ ಹೋರಾಟದ ಇತಿಹಾಸ ಅರಿಯಬೇಕು. ರೈತರು ಸಂಘಟಿತರಾಗಿ ತಮ್ಮ ಹಕ್ಕುಗಳಿಗಾಗಿ ಧ್ವನಿ ಎತ್ತಬೇಕು ಎಂದರು. ಕಾರ್ಯಕ್ರಮದಲ್ಲಿ ಹಿರಿಯ ಹೋರಾಟಗಾರರನ್ನು ಸನ್ಮಾನಿಸಲಾಯಿತು. ರೈತ ಸಂಘದ ಪದಾಧಿಕಾರಿಗಳು, ಜನಪ್ರತಿನಿಧಿಗಳು ಹಾಗೂ ಗ್ರಾಮಸ್ಥರು ಪಾಲ್ಗೊಂಡಿದ್ದರು.: [628, 572, 918, 674]
- photo-protest: [170, 148, 582, 258]
- table-cell: ಸಂಖ್ಯೆ:ಹಾಆಆಕುಂ/ಟೆಂಡರ್: ಗ್ರೂಪ್ ಡಿ ನಿಷ್ಠೆ: 03: 2025-26: [56, 1316, 136, 1351]
- table-header: ಟೆಂಡರ್ ವಿವರ: [136, 1211, 191, 1246]
- table-cell: 50.00: [718, 1312, 746, 1394]
- article-body: [598, 138, 736, 348]
- table-row: [596, 1312, 913, 1394]
- ad-footer-note: ಹೆಚ್ಚಿನ ಮಾಹಿತಿಯನ್ನು https://www.kppp.karnataka.gov.in ವೆಬ್‌ಸೈಟ್ ಅಥವಾ ಈ ಕಚೇರಿಯಿಂದ ಕಚೇರಿ ವೇಳೆಯಲ್ಲಿ ಪಡೆಯಬಹುದಾಗಿದೆ.: [33, 1354, 405, 1363]
- section-rule: [28, 408, 918, 410]
- ad-kslu-tender: [590, 1152, 918, 1440]
